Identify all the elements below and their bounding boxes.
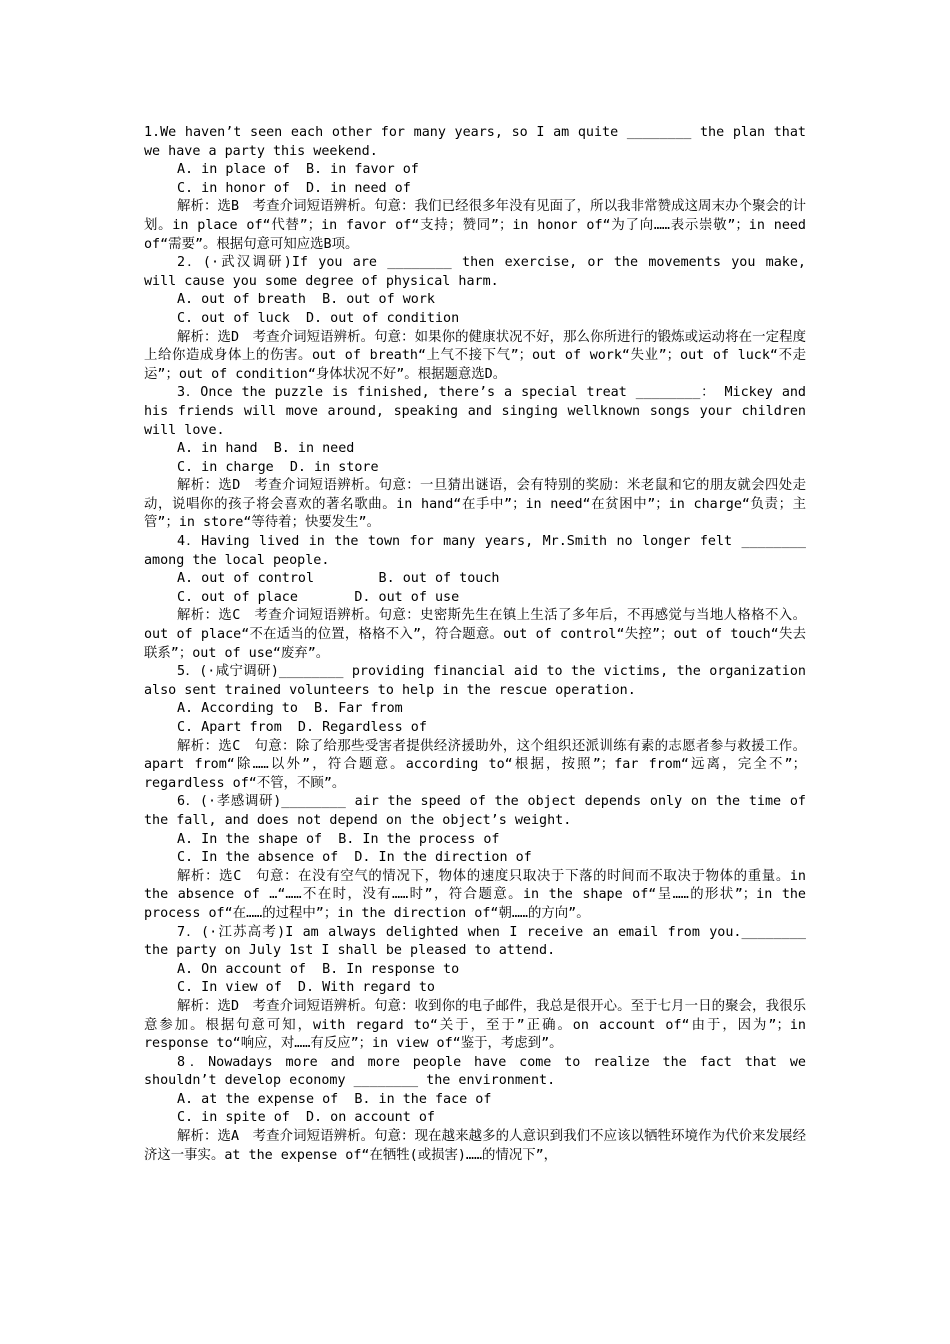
analysis: 解析：选D 考查介词短语辨析。句意：如果你的健康状况不好，那么你所进行的锻炼或运动将在一定程度上给你造成身体上的伤害。out of breath“上气不接下气”；out of work“失业”；out of luck“不走运”；out of condition“身体状况不好”。根据题意选D。 [144,329,806,382]
options-line: A. in place of B. in favor of [177,162,419,178]
options-line: A. in hand B. in need [177,441,355,457]
options-line: C. out of place D. out of use [177,589,460,605]
question-8 [144,1054,806,1166]
question-7 [144,924,806,1054]
question-stem: 8．Nowadays more and more people have come to realize the fact that we shouldn’t develop economy ________ the environment. [144,1054,806,1089]
question-2 [144,254,806,384]
options-line: A. at the expense of B. in the face of [177,1091,492,1107]
question-stem: 7．(·江苏高考)I am always delighted when I receive an email from you.________ the party on July 1st I shall be pleased to attend. [144,924,806,959]
options-line: C. In the absence of D. In the direction of [177,850,532,866]
question-stem: 4．Having lived in the town for many years, Mr.Smith no longer felt ________ among the local people. [144,534,806,568]
question-stem: 2．(·武汉调研)If you are ________ then exercise, or the movements you make, will cause you some degree of physical harm. [144,255,806,289]
question-6 [144,793,806,923]
options-line: A. out of control B. out of touch [177,571,500,587]
options-line: C. Apart from D. Regardless of [177,720,427,735]
options-line: A. In the shape of B. In the process of [177,831,500,847]
analysis: 解析：选A 考查介词短语辨析。句意：现在越来越多的人意识到我们不应该以牺牲环境作为代价来发展经济这一事实。at the expense of“在牺牲(或损害)……的情况下”， [144,1129,806,1163]
analysis: 解析：选D 考查介词短语辨析。句意：一旦猜出谜语，会有特别的奖励：米老鼠和它的朋友就会四处走动，说唱你的孩子将会喜欢的著名歌曲。in hand“在手中”；in need“在贫困中”；in charge“负责；主管”；in store“等待着；快要发生”。 [144,478,806,531]
analysis: 解析：选C 考查介词短语辨析。句意：史密斯先生在镇上生活了多年后，不再感觉与当地人格格不入。out of place“不在适当的位置，格格不入”，符合题意。out of control“失控”；out of touch“失去联系”；out of use“废弃”。 [144,608,806,661]
options-line: A. On account of B. In response to [177,961,460,977]
options-line: C. in honor of D. in need of [177,180,411,196]
options-line: C. in charge D. in store [177,459,379,475]
question-5 [144,663,806,793]
question-stem: 1.We haven’t seen each other for many years, so I am quite ________ the plan that we have a party this weekend. [144,125,806,159]
analysis: 解析：选B 考查介词短语辨析。句意：我们已经很多年没有见面了，所以我非常赞成这周末办个聚会的计划。in place of“代替”；in favor of“支持；赞同”；in honor of“为了向……表示崇敬”；in need of“需要”。根据句意可知应选B项。 [144,199,806,252]
options-line: C. in spite of D. on account of [177,1110,435,1126]
question-1 [144,124,806,254]
analysis: 解析：选C 句意：在没有空气的情况下，物体的速度只取决于下落的时间而不取决于物体的重量。in the absence of …“……不在时，没有……时”，符合题意。in the shape of“呈……的形状”；in the process of“在……的过程中”；in the direction of“朝……的方向”。 [144,868,806,921]
question-stem: 3．Once the puzzle is finished, there’s a special treat ________： Mickey and his friends will move around, speaking and singing wellknown songs your children will love. [144,385,806,438]
options-line: C. out of luck D. out of condition [177,310,460,326]
question-3 [144,384,806,533]
question-4 [144,533,806,663]
options-line: A. According to B. Far from [177,701,403,717]
options-line: C. In view of D. With regard to [177,980,435,996]
question-stem: 5．(·咸宁调研)________ providing financial aid to the victims, the organization also sent trained volunteers to help in the rescue operation. [144,664,806,698]
question-stem: 6．(·孝感调研)________ air the speed of the object depends only on the time of the fall, and does not depend on the object’s weight. [144,794,806,828]
document-body [144,124,806,1165]
analysis: 解析：选D 考查介词短语辨析。句意：收到你的电子邮件，我总是很开心。至于七月一日的聚会，我很乐意参加。根据句意可知，with regard to“关于，至于”正确。on account of“由于，因为”；in response to“响应，对……有反应”；in view of“鉴于，考虑到”。 [144,998,806,1052]
analysis: 解析：选C 句意：除了给那些受害者提供经济援助外，这个组织还派训练有素的志愿者参与救援工作。apart from“除……以外”，符合题意。according to“根据，按照”；far from“远离，完全不”；regardless of“不管，不顾”。 [144,738,806,791]
options-line: A. out of breath B. out of work [177,292,435,308]
